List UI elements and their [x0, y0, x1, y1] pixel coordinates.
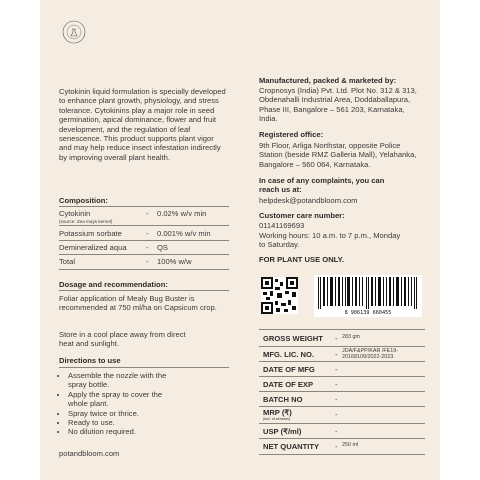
product-description: Cytokinin liquid formulation is specially developed to enhance plant growth, physiology, and stress tolerance. Cytokinins play a major role in seed germination, apical dominance, flower and fruit development, and the regulation of leaf senescence. This product supports plant vigor and may help reduce insect infestation indirectly by improving overall plant health. — [59, 87, 226, 162]
dash: - — [335, 334, 338, 343]
ingredient-value: 100% w/w — [157, 257, 192, 266]
divider — [59, 290, 229, 291]
dosage-title: Dosage and recommendation: — [59, 280, 168, 289]
spec-label: DATE OF MFG — [263, 365, 315, 374]
dash: - — [146, 243, 149, 252]
ingredient-name: Cytokinin — [59, 209, 91, 218]
barcode-number: 8 906139 660455 — [344, 310, 392, 316]
dash: - — [335, 410, 338, 419]
spec-row — [259, 377, 425, 392]
divider — [259, 329, 425, 330]
ingredient-name: Total — [59, 257, 76, 266]
dash: - — [146, 257, 149, 266]
spec-value: 283 gm — [342, 334, 360, 340]
manufacturer-address: Cropnosys (India) Pvt. Ltd. Plot No. 312 & 313, Obdenahalli Industrial Area, Doddaballapura, Phase III, Bangalore – 561 203, Karnataka, India. — [259, 86, 417, 124]
divider — [259, 454, 425, 455]
dash: - — [335, 427, 338, 436]
dash: - — [335, 395, 338, 404]
plant-use-note: FOR PLANT USE ONLY. — [259, 255, 344, 264]
dash: - — [146, 229, 149, 238]
directions-list — [59, 371, 238, 437]
spec-hint: (Incl. of all taxes) — [263, 417, 291, 421]
list-item: • Spray twice or thrice. — [68, 409, 238, 418]
complaints-title: In case of any complaints, you can reach us at: — [259, 176, 385, 195]
divider — [59, 206, 229, 207]
spec-row — [259, 407, 425, 422]
customer-care-number: 01141169693 — [259, 221, 305, 230]
ingredient-value: 0.001% w/v min — [157, 229, 211, 238]
working-hours: Working hours: 10 a.m. to 7 p.m., Monday to Saturday. — [259, 231, 401, 250]
ingredient-value: 0.02% w/v min — [157, 209, 207, 218]
manufacturer-title: Manufactured, packed & marketed by: — [259, 76, 397, 85]
website-link[interactable]: potandbloom.com — [59, 449, 120, 458]
spec-value: JDA/F&PP/KAR /FE19-20168109/2022-2023. — [342, 348, 399, 361]
spec-row — [259, 424, 425, 439]
dash: - — [335, 442, 338, 451]
office-title: Registered office: — [259, 130, 324, 139]
spec-value: 250 ml — [342, 442, 359, 448]
spec-label: DATE OF EXP — [263, 380, 314, 389]
divider — [59, 240, 229, 241]
spec-row — [259, 362, 425, 377]
spec-label: BATCH NO — [263, 395, 303, 404]
divider — [59, 367, 229, 368]
dash: - — [335, 380, 338, 389]
ingredient-name: Demineralized aqua — [59, 243, 127, 252]
directions-title: Directions to use — [59, 356, 121, 365]
spec-label: NET QUANTITY — [263, 442, 320, 451]
dash: - — [335, 350, 338, 359]
divider — [59, 225, 229, 226]
spec-row — [259, 392, 425, 407]
storage-text: Store in a cool place away from direct heat and sunlight. — [59, 330, 186, 349]
spec-row — [259, 347, 425, 362]
list-item: • Assemble the nozzle with the spray bottle. — [68, 371, 168, 390]
spec-label: USP (₹/ml) — [263, 427, 302, 436]
ingredient-name: Potassium sorbate — [59, 229, 122, 238]
spec-label: GROSS WEIGHT — [263, 334, 323, 343]
dosage-text: Foliar application of Mealy Bug Buster is recommended at 750 ml/ha on Capsicum crop. — [59, 294, 217, 313]
spec-label: MFG. LIC. NO. — [263, 350, 315, 359]
list-item: • Ready to use. — [68, 418, 238, 427]
list-item: • No dilution required. — [68, 427, 238, 436]
ingredient-value: QS — [157, 243, 168, 252]
spec-label: MRP (₹) — [263, 408, 292, 417]
divider — [59, 269, 229, 270]
divider — [59, 254, 229, 255]
dash: - — [146, 209, 149, 218]
list-item: • Apply the spray to cover the whole plant. — [68, 390, 178, 409]
ingredient-source: (source: Zea mays kernel) — [59, 219, 113, 224]
spec-row — [259, 331, 425, 346]
spec-row — [259, 439, 425, 454]
customer-care-title: Customer care number: — [259, 211, 345, 220]
composition-title: Composition: — [59, 196, 108, 205]
qr-code-icon — [261, 277, 298, 314]
certification-seal-icon — [62, 20, 86, 44]
dash: - — [335, 365, 338, 374]
office-address: 9th Floor, Arliga Northstar, opposite Police Station (beside RMZ Galleria Mall), Yelahanka, Bangalore – 560 064, Karnataka. — [259, 141, 417, 169]
support-email[interactable]: helpdesk@potandbloom.com — [259, 196, 358, 205]
